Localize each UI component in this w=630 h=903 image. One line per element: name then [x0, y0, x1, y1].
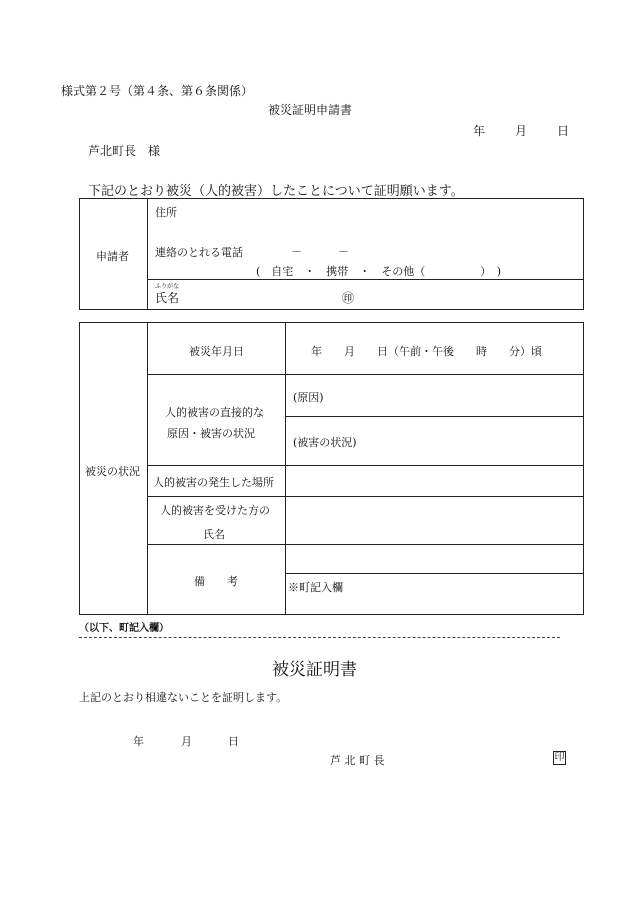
name-label: 氏名 [155, 291, 180, 305]
date-year-label: 年 [473, 124, 486, 138]
date-day-label: 日 [557, 124, 570, 138]
cause-label-line1: 人的被害の直接的な [165, 406, 264, 419]
damage-field-label: (被害の状況) [293, 436, 357, 449]
town-entry-note: ※町記入欄 [288, 581, 343, 594]
applicant-section-label: 申請者 [96, 250, 129, 263]
row-line-cause [285, 416, 584, 417]
row-line-date [147, 374, 584, 375]
address-label: 住所 [155, 206, 177, 219]
victim-label-line1: 人的被害を受けた方の [160, 504, 270, 517]
phone-dash-1: － [291, 245, 302, 258]
cause-field-label: (原因) [293, 391, 324, 404]
certificate-day-label: 日 [228, 735, 239, 748]
remarks-label: 備 考 [194, 575, 238, 588]
form-title: 被災証明申請書 [268, 103, 353, 117]
form-number: 様式第２号（第４条、第６条関係） [61, 84, 254, 98]
date-month-label: 月 [515, 124, 528, 138]
disaster-right-divider [285, 322, 286, 615]
row-line-remarks [285, 573, 584, 574]
seal-mark: ㊞ [342, 291, 355, 305]
phone-type-options: ( 自宅 ・ 携帯 ・ その他（ ） ) [256, 265, 502, 278]
phone-dash-2: － [338, 245, 349, 258]
official-seal-box: 印 [554, 752, 565, 763]
row-line-place [147, 496, 584, 497]
town-entry-note-below: （以下、町記入欄） [79, 623, 169, 634]
row-line-damage [147, 465, 584, 466]
certificate-year-label: 年 [133, 735, 144, 748]
certificate-text: 上記のとおり相違ないことを証明します。 [79, 691, 288, 704]
disaster-left-divider [147, 322, 148, 615]
cause-label-line2: 原因・被害の状況 [167, 427, 255, 440]
victim-label-line2: 氏名 [203, 528, 225, 541]
place-label: 人的被害の発生した場所 [153, 476, 274, 489]
disaster-table-border [79, 322, 584, 615]
phone-label: 連絡のとれる電話 [155, 246, 243, 259]
addressee: 芦北町長 様 [88, 144, 161, 158]
row-line-victim [147, 544, 584, 545]
cut-line [79, 637, 560, 638]
certificate-month-label: 月 [181, 735, 192, 748]
applicant-divider [147, 198, 148, 310]
applicant-name-row-line [147, 279, 584, 280]
disaster-date-label: 被災年月日 [189, 345, 244, 358]
name-ruby-label: ふりがな [155, 283, 180, 290]
disaster-date-value: 年 月 日（午前・午後 時 分）頃 [311, 345, 542, 358]
certificate-title: 被災証明書 [272, 660, 357, 680]
disaster-section-label: 被災の状況 [85, 465, 140, 478]
mayor-label: 芦 北 町 長 [330, 754, 385, 767]
intro-text: 下記のとおり被災（人的被害）したことについて証明願います。 [88, 184, 464, 199]
